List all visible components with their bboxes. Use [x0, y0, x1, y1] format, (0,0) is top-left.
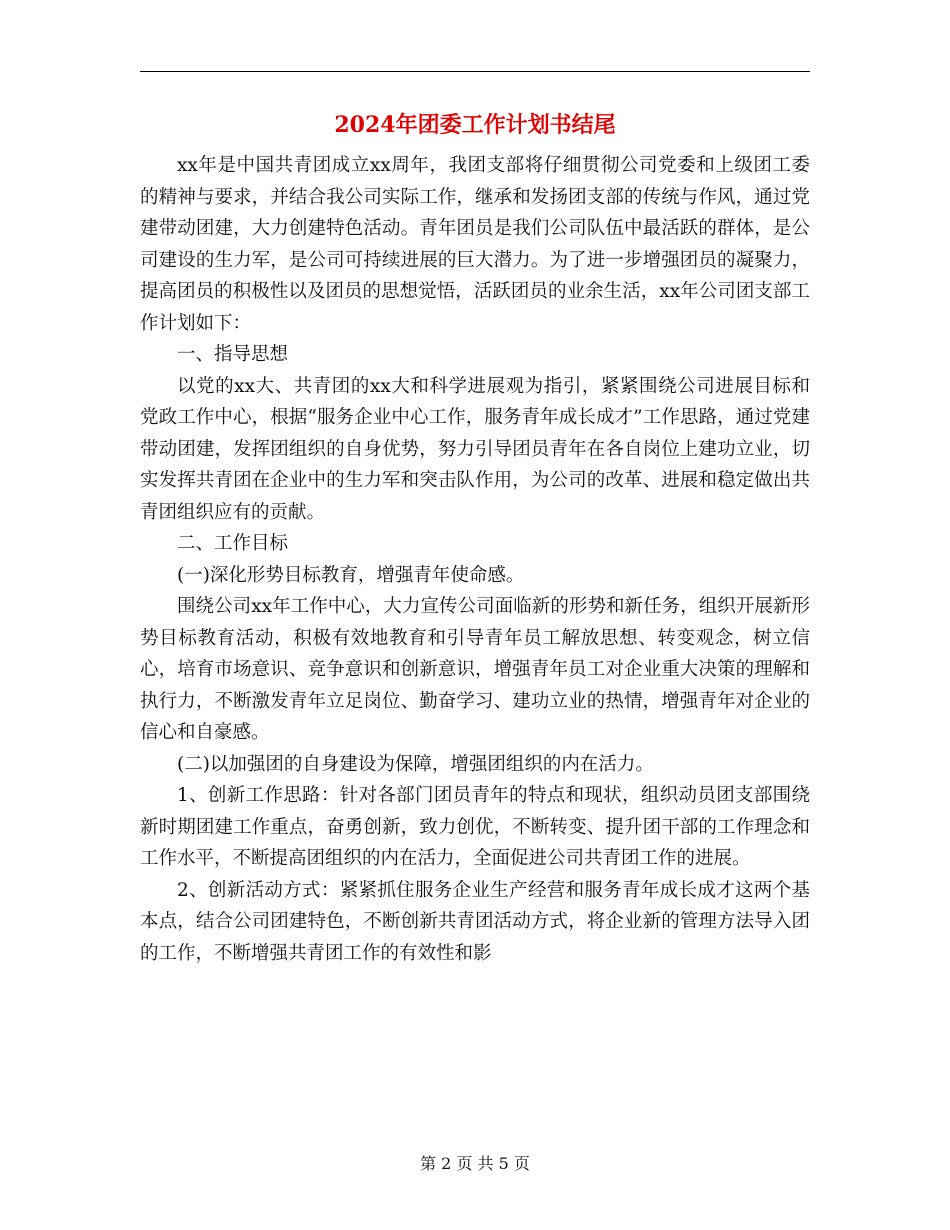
- document-body: [140, 150, 810, 969]
- header-rule: [140, 71, 810, 72]
- page-number: 第 2 页 共 5 页: [420, 1154, 530, 1173]
- subheading-self-building: (二)以加强团的自身建设为保障，增强团组织的内在活力。: [177, 753, 654, 775]
- intro-paragraph: xx年是中国共青团成立xx周年，我团支部将仔细贯彻公司党委和上级团工委的精神与要求，并结合我公司实际工作，继承和发扬团支部的传统与作风，通过党建带动团建，大力创建特色活动。青年团员是我们公司队伍中最活跃的群体，是公司建设的生力军，是公司可持续进展的巨大潜力。为了进一步增强团员的凝聚力，提高团员的积极性以及团员的思想觉悟，活跃团员的业余生活，xx年公司团支部工作计划如下：: [140, 155, 810, 334]
- innovate-activities-paragraph: 2、创新活动方式：紧紧抓住服务企业生产经营和服务青年成长成才这两个基本点，结合公司团建特色，不断创新共青团活动方式，将企业新的管理方法导入团的工作，不断增强共青团工作的有效性和影: [140, 879, 810, 964]
- section-heading-guiding-ideology: 一、指导思想: [177, 344, 289, 365]
- section-heading-work-goals: 二、工作目标: [177, 533, 289, 554]
- situation-education-paragraph: 围绕公司xx年工作中心，大力宣传公司面临新的形势和新任务，组织开展新形势目标教育活动，积极有效地教育和引导青年员工解放思想、转变观念，树立信心，培育市场意识、竞争意识和创新意识，增强青年员工对企业重大决策的理解和执行力，不断激发青年立足岗位、勤奋学习、建功立业的热情，增强青年对企业的信心和自豪感。: [140, 596, 810, 743]
- innovate-thinking-paragraph: 1、创新工作思路：针对各部门团员青年的特点和现状，组织动员团支部围绕新时期团建工作重点，奋勇创新，致力创优，不断转变、提升团干部的工作理念和工作水平，不断提高团组织的内在活力，全面促进公司共青团工作的进展。: [140, 785, 810, 869]
- guiding-ideology-paragraph: 以党的xx大、共青团的xx大和科学进展观为指引，紧紧围绕公司进展目标和党政工作中心，根据“服务企业中心工作，服务青年成长成才”工作思路，通过党建带动团建，发挥团组织的自身优势，努力引导团员青年在各自岗位上建功立业，切实发挥共青团在企业中的生力军和突击队作用，为公司的改革、进展和稳定做出共青团组织应有的贡献。: [140, 375, 810, 523]
- document-title: 2024年团委工作计划书结尾: [334, 112, 616, 138]
- subheading-situation-education: (一)深化形势目标教育，增强青年使命感。: [177, 564, 525, 586]
